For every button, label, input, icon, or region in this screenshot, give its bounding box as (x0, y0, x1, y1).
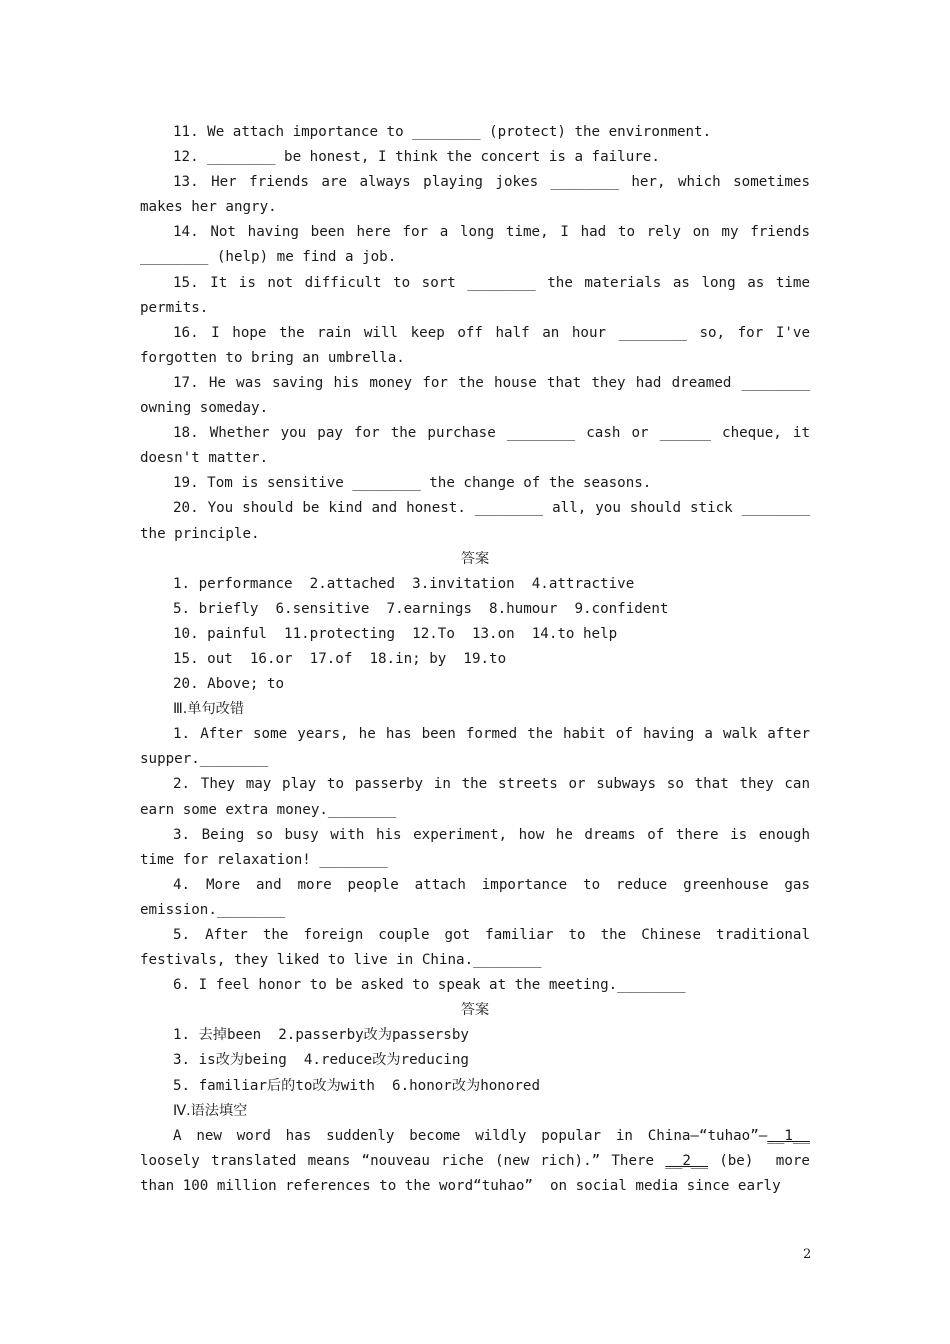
passage-text: (be) more than 100 million references to the word“tuhao” on social media since early (140, 1152, 819, 1194)
question-13: 13. Her friends are always playing jokes ________ her, which sometimes makes her angry. (140, 174, 819, 216)
question-12: 12. ________ be honest, I think the concert is a failure. (173, 149, 660, 166)
question-15: 15. It is not difficult to sort ________ the materials as long as time permits. (140, 274, 819, 316)
section-title: Ⅲ.单句改错 (173, 701, 245, 718)
question-20: 20. You should be kind and honest. ________ all, you should stick ________ the principle. (140, 500, 819, 542)
correction-item: 6. I feel honor to be asked to speak at the meeting.________ (173, 977, 686, 994)
answer-heading: 答案 (460, 1002, 490, 1019)
blank-2: __2__ (665, 1152, 709, 1169)
answer-line: 10. painful 11.protecting 12.To 13.on 14.to help (173, 625, 618, 642)
passage-text: A new word has suddenly become wildly popular in China—“tuhao”— (173, 1127, 768, 1144)
correction-item: 2. They may play to passerby in the streets or subways so that they can earn some extra money.________ (140, 776, 819, 818)
question-14: 14. Not having been here for a long time, I had to rely on my friends ________ (help) me find a job. (140, 224, 819, 266)
document-page (140, 120, 819, 1199)
page-number: 2 (803, 1247, 812, 1262)
section-title: Ⅳ.语法填空 (173, 1102, 248, 1119)
question-17: 17. He was saving his money for the house that they had dreamed ________ owning someday. (140, 374, 819, 417)
answer-line: 15. out 16.or 17.of 18.in; by 19.to (173, 650, 507, 667)
question-19: 19. Tom is sensitive ________ the change of the seasons. (173, 475, 652, 492)
answer-line: 5. familiar后的to改为with 6.honor改为honored (173, 1077, 540, 1094)
answer-line: 1. performance 2.attached 3.invitation 4.attractive (173, 575, 635, 592)
answer-line: 20. Above; to (173, 676, 285, 693)
answer-line: 5. briefly 6.sensitive 7.earnings 8.humour 9.confident (173, 600, 669, 617)
question-11: 11. We attach importance to ________ (protect) the environment. (173, 124, 712, 140)
answer-line: 3. is改为being 4.reduce改为reducing (173, 1052, 469, 1069)
passage-paragraph (140, 1124, 819, 1199)
correction-item: 3. Being so busy with his experiment, how he dreams of there is enough time for relaxation! ________ (140, 826, 819, 868)
correction-item: 4. More and more people attach importance to reduce greenhouse gas emission.________ (140, 876, 819, 918)
answer-line: 1. 去掉been 2.passerby改为passersby (173, 1027, 469, 1044)
correction-item: 1. After some years, he has been formed the habit of having a walk after supper.________ (140, 726, 819, 768)
blank-1: __1__ (767, 1127, 810, 1144)
passage-text: loosely translated means “nouveau riche (new rich).” There (140, 1127, 819, 1169)
correction-item: 5. After the foreign couple got familiar to the Chinese traditional festivals, they liked to live in China.________ (140, 927, 819, 969)
question-16: 16. I hope the rain will keep off half an hour ________ so, for I've forgotten to bring an umbrella. (140, 324, 819, 366)
question-18: 18. Whether you pay for the purchase ________ cash or ______ cheque, it doesn't matter. (140, 425, 819, 467)
answer-heading: 答案 (460, 550, 490, 567)
